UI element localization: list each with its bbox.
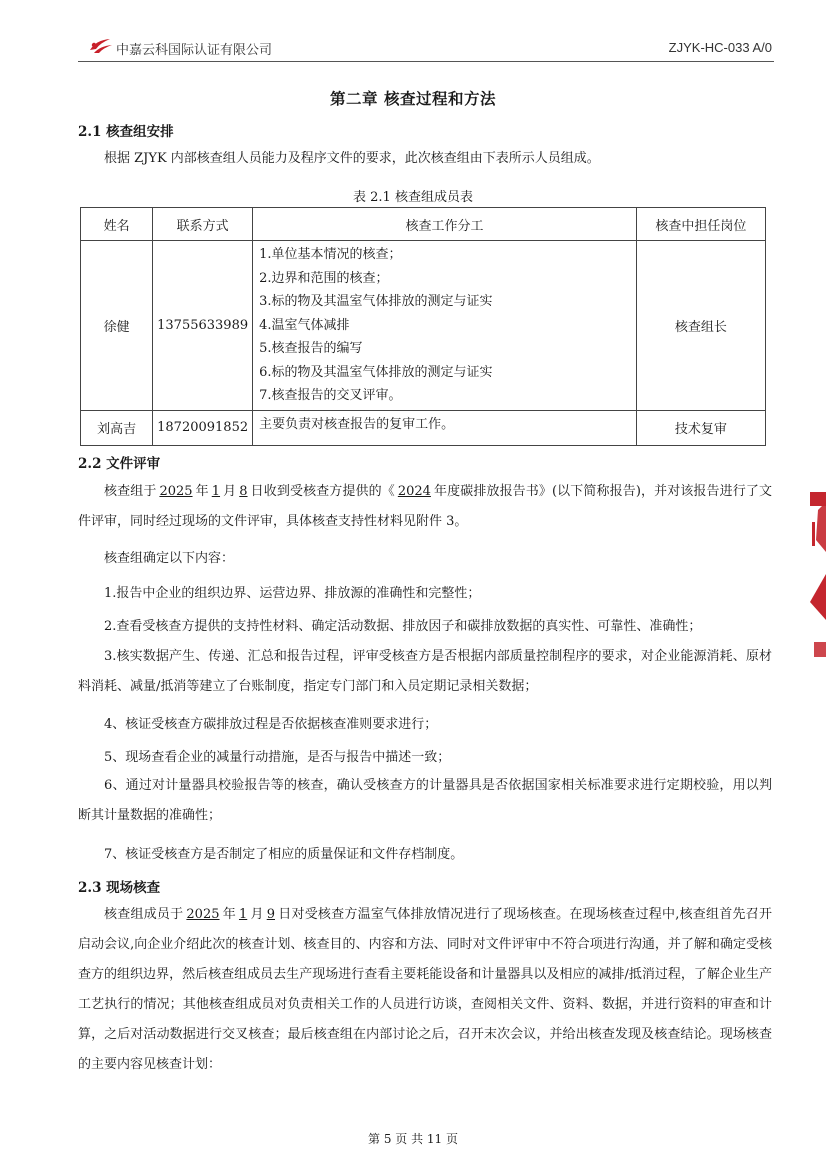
page-number-footer: 第 5 页 共 11 页: [368, 1132, 458, 1146]
member-role: 技术复审: [636, 410, 765, 445]
chapter-title: 第二章 核查过程和方法: [330, 89, 496, 108]
review-item: 6、通过对计量器具校验报告等的核查，确认受核查方的计量器具是否依据国家相关标准要求进行定期校验，用以判断其计量数据的准确性；: [78, 778, 772, 823]
text-run: 核查组成员于: [104, 907, 184, 922]
text-run: 月: [250, 907, 264, 922]
document-number: ZJYK-HC-033 A/0: [668, 40, 772, 55]
review-item: 3.核实数据产生、传递、汇总和报告过程，评审受核查方是否根据内部质量控制程序的要求，对企业能源消耗、原材料消耗、减量/抵消等建立了台账制度，指定专门部门和入员定期记录相关数据；: [78, 649, 772, 694]
column-header-role: 核查中担任岗位: [636, 208, 765, 241]
page-header: [84, 36, 772, 62]
company-name: 中嘉云科国际认证有限公司: [116, 43, 273, 58]
duty-item: 2.边界和范围的核查；: [259, 270, 389, 286]
column-header-contact: 联系方式: [153, 208, 253, 241]
seal-fragment-icon: [804, 492, 826, 667]
duty-item: 5.核查报告的编写: [259, 341, 363, 356]
onsite-day: 9: [266, 907, 275, 922]
text-run: 年: [195, 484, 209, 499]
duty-item: 主要负责对核查报告的复审工作。: [259, 416, 455, 432]
onsite-month: 1: [238, 907, 248, 922]
duty-item: 6.标的物及其温室气体排放的测定与证实: [259, 364, 493, 380]
report-year: 2024: [397, 484, 431, 499]
review-item: 4、核证受核查方碳排放过程是否依据核查准则要求进行；: [104, 717, 438, 732]
text-run: 年度碳排放报告书》(以下简称报告)，并对该报告进行了文件评审，同时经过现场的文件评审，具体核查支持性材料见附件 3。: [78, 484, 772, 529]
duty-item: 3.标的物及其温室气体排放的测定与证实: [259, 294, 493, 309]
section-2-2-paragraph-1: [78, 477, 772, 537]
review-item: 7、核证受核查方是否制定了相应的质量保证和文件存档制度。: [104, 847, 464, 862]
onsite-year: 2025: [186, 907, 220, 922]
text-run: 日对受核查方温室气体排放情况进行了现场核查。在现场核查过程中,核查组首先召开启动会议,向企业介绍此次的核查计划、核查目的、内容和方法、同时对文件评审中不符合项进行沟通，并了解和确定受核查方的组织边界，然后核查组成员去生产现场进行查看主要耗能设备和计量器具以及相应的减排/抵消过程，了解企业生产工艺执行的情况；其他核查组成员对负责相关工作的人员进行访谈，查阅相关文件、资料、数据，并进行资料的审查和计算，之后对活动数据进行交叉核查；最后核查组在内部讨论之后，召开末次会议，并给出核查发现及核查结论。现场核查的主要内容见核查计划：: [78, 907, 772, 1072]
review-item: 1.报告中企业的组织边界、运营边界、排放源的准确性和完整性；: [104, 586, 481, 601]
duty-item: 1.单位基本情况的核查；: [259, 247, 402, 262]
receive-month: 1: [211, 484, 221, 499]
receive-day: 8: [239, 484, 248, 499]
duty-item: 4.温室气体减排: [259, 317, 350, 333]
table-row: [81, 410, 766, 445]
column-header-name: 姓名: [81, 208, 153, 241]
section-2-1-intro: 根据 ZJYK 内部核查组人员能力及程序文件的要求，此次核查组由下表所示人员组成。: [104, 151, 600, 166]
member-name: 刘高吉: [81, 410, 153, 445]
section-2-3-paragraph: [78, 900, 772, 1080]
section-2-2-paragraph-2: 核查组确定以下内容：: [104, 551, 235, 566]
review-item: 2.查看受核查方提供的支持性材料、确定活动数据、排放因子和碳排放数据的真实性、可靠性、准确性；: [104, 619, 702, 634]
section-2-3-heading: 2.3 现场核查: [78, 880, 161, 896]
member-phone: 18720091852: [153, 410, 253, 445]
section-2-2-heading: 2.2 文件评审: [78, 456, 161, 472]
duty-item: 7.核查报告的交叉评审。: [259, 388, 402, 403]
table-caption: 表 2.1 核查组成员表: [353, 190, 473, 205]
verification-team-table: [80, 207, 766, 446]
section-2-1-heading: 2.1 核查组安排: [78, 124, 174, 140]
text-run: 年: [222, 907, 236, 922]
column-header-duties: 核查工作分工: [253, 208, 637, 241]
text-run: 日收到受核查方提供的《: [250, 484, 395, 499]
member-role: 核查组长: [636, 241, 765, 411]
member-duties: [253, 241, 637, 411]
table-header-row: [81, 208, 766, 241]
company-logo-icon: [88, 36, 114, 56]
review-item: 5、现场查看企业的减量行动措施，是否与报告中描述一致；: [104, 750, 451, 765]
member-phone: 13755633989: [153, 241, 253, 411]
table-row: [81, 241, 766, 411]
text-run: 核查组于: [104, 484, 157, 499]
text-run: 月: [223, 484, 237, 499]
member-name: 徐健: [81, 241, 153, 411]
header-divider: [78, 61, 774, 62]
member-duties: [253, 410, 637, 445]
receive-year: 2025: [159, 484, 193, 499]
